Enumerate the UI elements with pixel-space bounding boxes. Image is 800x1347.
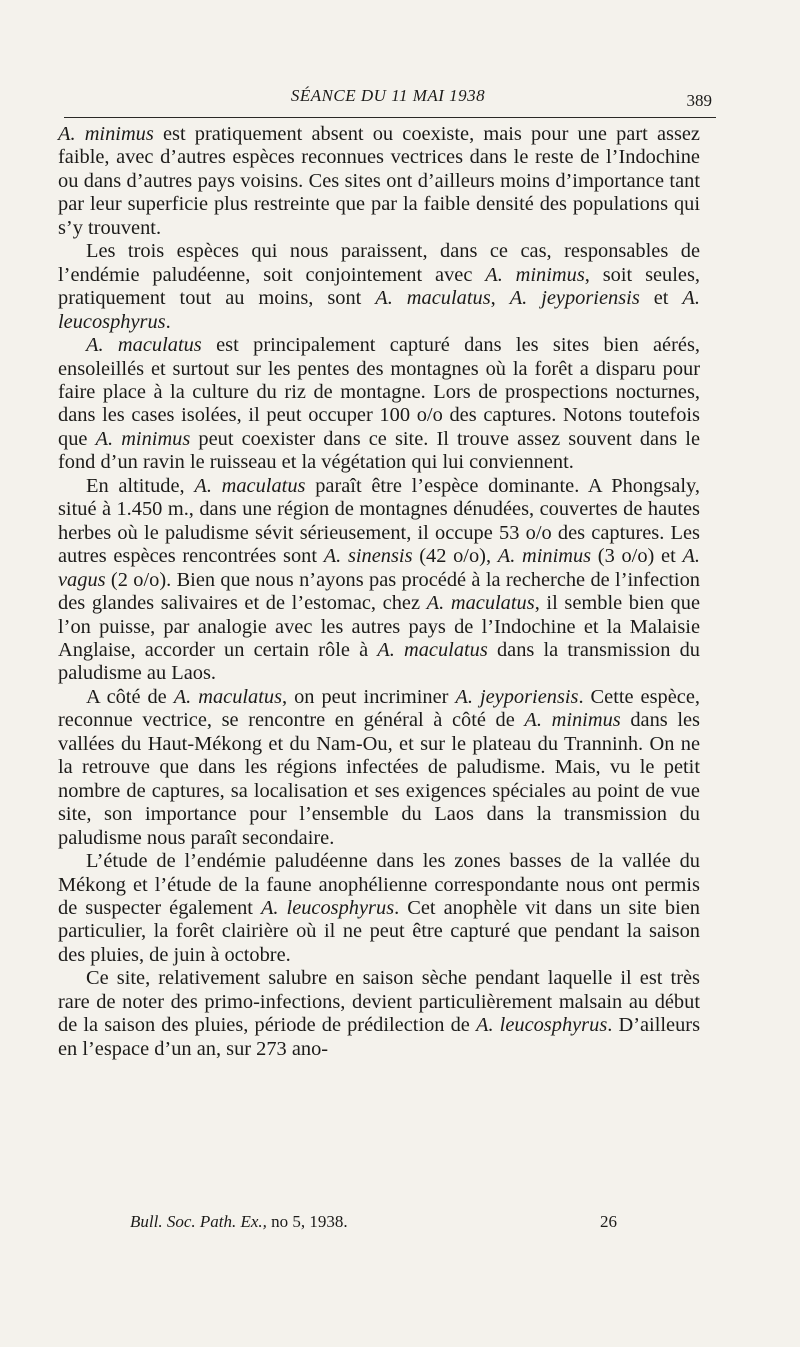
text-run: , xyxy=(490,287,510,310)
paragraph xyxy=(58,240,700,334)
species-name: A. minimus xyxy=(497,545,592,568)
species-name: A. sinensis xyxy=(323,545,413,568)
text-run: et xyxy=(639,287,683,310)
text-run: En altitude, xyxy=(86,474,195,497)
text-run: L’étude de l’endémie paludéenne dans les zones basses de la vallée du Mékong et l’étude de la faune anophélienne correspondante nous ont permis de suspecter également xyxy=(58,850,700,919)
species-name: A. maculatus xyxy=(426,592,535,615)
species-name: A. maculatus xyxy=(194,474,306,497)
text-run: peut coexister dans ce site. Il trouve assez souvent dans le fond d’un ravin le ruisseau et la végétation qui lui conviennent. xyxy=(58,427,701,474)
paragraph xyxy=(58,475,700,686)
paragraph xyxy=(58,334,700,475)
text-run: , soit seules, pratiquement tout au moins, sont xyxy=(58,263,700,310)
page-number: 389 xyxy=(686,91,712,110)
species-name: A. maculatus xyxy=(173,685,283,708)
text-run: (42 o/o), xyxy=(412,545,498,568)
species-name: A. minimus xyxy=(485,263,585,286)
species-name: A. vagus xyxy=(58,545,700,591)
text-run: est principalement capturé dans les sites bien aérés, ensoleillés et surtout sur les pentes des montagnes où la forêt a disparu pour faire place à la culture du riz de montagne. Lors de prospections nocturnes, dans les cases isolées, il peut occuper 100 o/o des captures. Notons toutefois que xyxy=(58,334,700,450)
running-title: SÉANCE DU 11 MAI 1938 xyxy=(290,86,486,105)
paragraph xyxy=(58,967,700,1061)
text-run: Les trois espèces qui nous paraissent, dans ce cas, responsables de l’endémie paludéenne, soit conjointement avec xyxy=(58,240,700,286)
paragraph xyxy=(58,686,700,850)
text-run: (3 o/o) et xyxy=(591,545,683,568)
signature-mark: 26 xyxy=(600,1212,617,1231)
species-name: A. leucosphyrus xyxy=(475,1014,608,1037)
body-text xyxy=(58,123,700,1061)
page-footer xyxy=(130,1212,630,1238)
journal-issue: no 5, 1938. xyxy=(271,1212,348,1231)
species-name: A. minimus xyxy=(58,123,154,145)
species-name: A. leucosphyrus xyxy=(58,287,700,333)
text-run: dans les vallées du Haut-Mékong et du Nam-Ou, et sur le plateau du Tranninh. On ne la retrouve que dans les régions infectées de paludisme. Mais, vu le petit nombre de captures, sa localisation et ses exigences spéciales au point de vue site, son importance pour l’ensemble du Laos dans la transmission du paludisme nous paraît secondaire. xyxy=(58,709,700,849)
text-run: , il semble bien que l’on puisse, par analogie avec les autres pays de l’Indochine et la Malaisie Anglaise, accorder un certain rôle à xyxy=(58,592,700,661)
text-run: . D’ailleurs en l’espace d’un an, sur 273 ano- xyxy=(58,1014,701,1060)
species-name: A. maculatus xyxy=(377,638,488,661)
journal-name: Bull. Soc. Path. Ex., xyxy=(130,1212,267,1231)
paragraph xyxy=(58,850,700,967)
header-rule xyxy=(64,117,716,118)
species-name: A. maculatus xyxy=(86,334,202,357)
species-name: A. jeyporiensis xyxy=(509,287,640,310)
text-run: . xyxy=(165,310,171,333)
text-run: Ce site, relativement salubre en saison sèche pendant laquelle il est très rare de noter des primo-infections, devient particulièrement malsain au début de la saison des pluies, période de prédilection de xyxy=(58,967,700,1037)
text-run: (2 o/o). Bien que nous n’ayons pas procédé à la recherche de l’infection des glandes salivaires et de l’estomac, chez xyxy=(58,568,700,615)
species-name: A. minimus xyxy=(95,427,191,450)
text-run: . Cet anophèle vit dans un site bien particulier, la forêt clairière où il ne peut être capturé que pendant la saison des pluies, de juin à octobre. xyxy=(58,896,700,966)
species-name: A. jeyporiensis xyxy=(455,685,579,708)
text-run: dans la transmission du paludisme au Laos. xyxy=(58,638,700,685)
species-name: A. minimus xyxy=(524,709,621,732)
text-run: paraît être l’espèce dominante. A Phongsaly, situé à 1.450 m., dans une région de montagnes dénudées, couvertes de hautes herbes où le paludisme sévit sérieusement, il occupe 53 o/o des captures. Les autres espèces rencontrées sont xyxy=(58,474,700,568)
species-name: A. maculatus xyxy=(375,287,491,310)
text-run: . Cette espèce, reconnue vectrice, se rencontre en général à côté de xyxy=(58,685,700,732)
species-name: A. leucosphyrus xyxy=(260,896,395,919)
page-header xyxy=(64,82,712,112)
text-run: A côté de xyxy=(86,685,174,708)
text-run: est pratiquement absent ou coexiste, mais pour une part assez faible, avec d’autres espèces reconnues vectrices dans le reste de l’Indochine ou dans d’autres pays voisins. Ces sites ont d’ailleurs moins d’importance tant par leur superficie plus restreinte que par la faible densité des populations qui s’y trouvent. xyxy=(58,123,700,239)
text-run: , on peut incriminer xyxy=(282,685,456,708)
journal-citation xyxy=(130,1212,348,1232)
paragraph xyxy=(58,123,700,240)
